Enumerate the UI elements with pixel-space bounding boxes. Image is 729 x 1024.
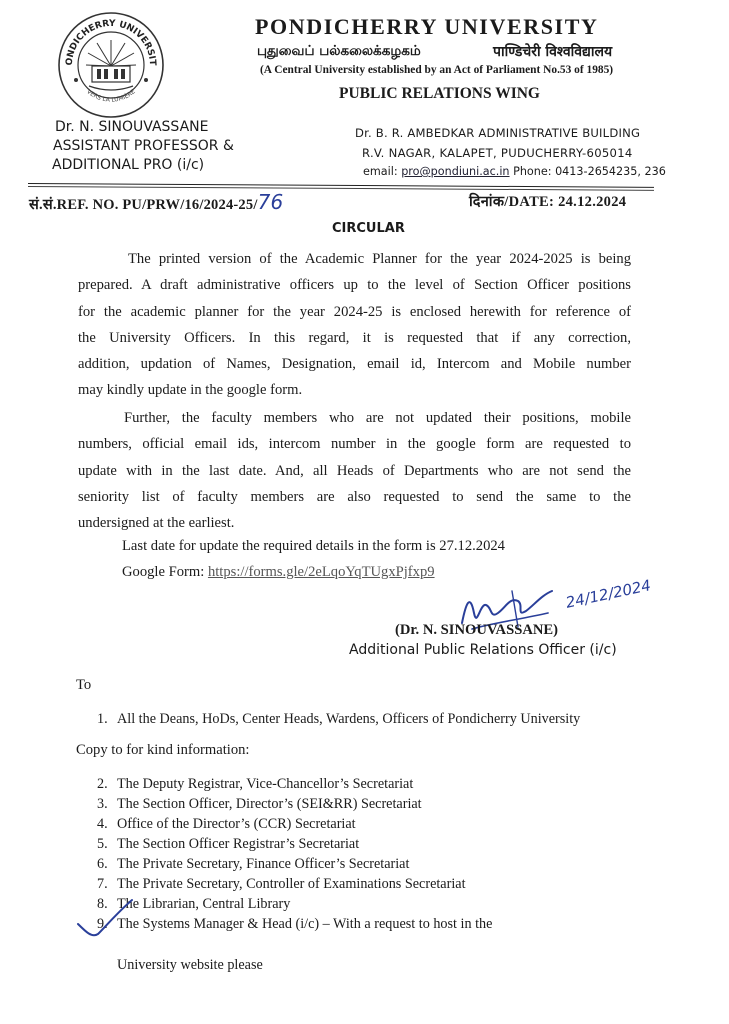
wing-title: PUBLIC RELATIONS WING (339, 85, 540, 102)
circular-heading: CIRCULAR (332, 221, 405, 236)
item-text: All the Deans, HoDs, Center Heads, Wardens, Officers of Pondicherry University (117, 711, 581, 727)
para1-line: prepared. A draft administrative officers up to the level of Section Officer positions (78, 277, 631, 294)
item-number: 2. (97, 776, 108, 792)
list-item (97, 856, 409, 873)
list-item (97, 776, 413, 793)
contact-line (363, 165, 666, 178)
para2-line: undersigned at the earliest. (78, 515, 235, 532)
address-line1: Dr. B. R. AMBEDKAR ADMINISTRATIVE BUILDING (355, 126, 641, 140)
para2-line: update with in the last date. And, all Heads of Departments who are not send the (78, 462, 631, 479)
list-item-continuation (117, 957, 263, 974)
circular-date: दिनांक/DATE: 24.12.2024 (469, 194, 627, 210)
google-form-line (122, 564, 435, 581)
item-number: 8. (97, 896, 108, 912)
seal-text-top: ONDICHERRY UNIVERSIT (64, 18, 158, 66)
item-text: The Section Officer Registrar’s Secretariat (117, 836, 360, 852)
ref-label: सं.सं.REF. NO. PU/PRW/16/2024-25/ (29, 197, 258, 213)
item-text: The Private Secretary, Controller of Examinations Secretariat (117, 876, 466, 892)
item-text: Office of the Director’s (CCR) Secretariat (117, 816, 356, 832)
para1-line: the University Officers. In this regard, it is requested that if any correction, (78, 329, 631, 346)
item-text: The Systems Manager & Head (i/c) – With a request to host in the (117, 916, 493, 932)
signatory-designation: Additional Public Relations Officer (i/c) (349, 642, 617, 658)
item-text: The Librarian, Central Library (117, 896, 291, 912)
university-seal (56, 10, 166, 120)
item-text: The Private Secretary, Finance Officer’s Secretariat (117, 856, 410, 872)
phone-text: Phone: 0413-2654235, 236 (509, 165, 666, 178)
para1-line: for the academic planner for the year 2024-25 is enclosed herewith for reference of (78, 303, 631, 320)
ref-handwritten: 76 (257, 190, 284, 214)
para2-line: numbers, official email ids, intercom number in the google form are requested to (78, 436, 631, 453)
address-line2: R.V. NAGAR, KALAPET, PUDUCHERRY-605014 (362, 146, 633, 160)
last-date-text: Last date for update the required details in the form is 27.12.2024 (122, 538, 505, 554)
university-name: PONDICHERRY UNIVERSITY (255, 14, 599, 39)
list-item (97, 816, 356, 833)
para1-line: The printed version of the Academic Planner for the year 2024-2025 is being (128, 251, 631, 267)
email-label: email: (363, 165, 402, 178)
item-number: 1. (97, 711, 108, 727)
signatory-name: (Dr. N. SINOUVASSANE) (395, 622, 558, 638)
sender-title-line2: ADDITIONAL PRO (i/c) (52, 157, 205, 173)
para2-line: Further, the faculty members who are not updated their positions, mobile (124, 410, 631, 426)
check-mark-icon (76, 894, 136, 944)
list-item (97, 836, 359, 853)
item-number: 7. (97, 876, 108, 892)
signature-date: 24/12/2024 (564, 576, 653, 612)
item-number: 9. (97, 916, 108, 932)
reference-number (29, 190, 283, 214)
copy-to-label: Copy to for kind information: (76, 742, 250, 758)
item-text: The Deputy Registrar, Vice-Chancellor’s Secretariat (117, 776, 414, 792)
hindi-name: पाण्डिचेरी विश्वविद्यालय (493, 44, 613, 60)
para1-line: may kindly update in the google form. (78, 382, 303, 399)
google-form-link[interactable]: https://forms.gle/2eLqoYqTUgxPjfxp9 (207, 564, 435, 580)
list-item (97, 916, 492, 933)
sender-title-line1: ASSISTANT PROFESSOR & (53, 138, 234, 154)
to-label: To (76, 677, 92, 693)
item-number: 3. (97, 796, 108, 812)
sender-name: Dr. N. SINOUVASSANE (55, 119, 209, 135)
tamil-name: புதுவைப் பல்கலைக்கழகம் (257, 43, 421, 59)
list-item (97, 711, 580, 728)
item-text: The Section Officer, Director’s (SEI&RR) Secretariat (117, 796, 422, 812)
establishment-note: (A Central University established by an Act of Parliament No.53 of 1985) (260, 64, 614, 76)
item-text: University website please (117, 957, 263, 973)
item-number: 6. (97, 856, 108, 872)
item-number: 5. (97, 836, 108, 852)
seal-text-bottom: VERS LA LUMIÈRE (85, 88, 137, 104)
para1-line: addition, updation of Names, Designation, email id, Intercom and Mobile number (78, 356, 631, 373)
item-number: 4. (97, 816, 108, 832)
para2-line: seniority list of faculty members are also requested to send the same to the (78, 488, 631, 505)
list-item (97, 796, 422, 813)
google-form-label: Google Form: (122, 564, 208, 580)
email-link[interactable]: pro@pondiuni.ac.in (401, 165, 510, 178)
list-item (97, 876, 466, 893)
paragraph-2 (78, 405, 631, 536)
paragraph-1 (78, 246, 631, 404)
